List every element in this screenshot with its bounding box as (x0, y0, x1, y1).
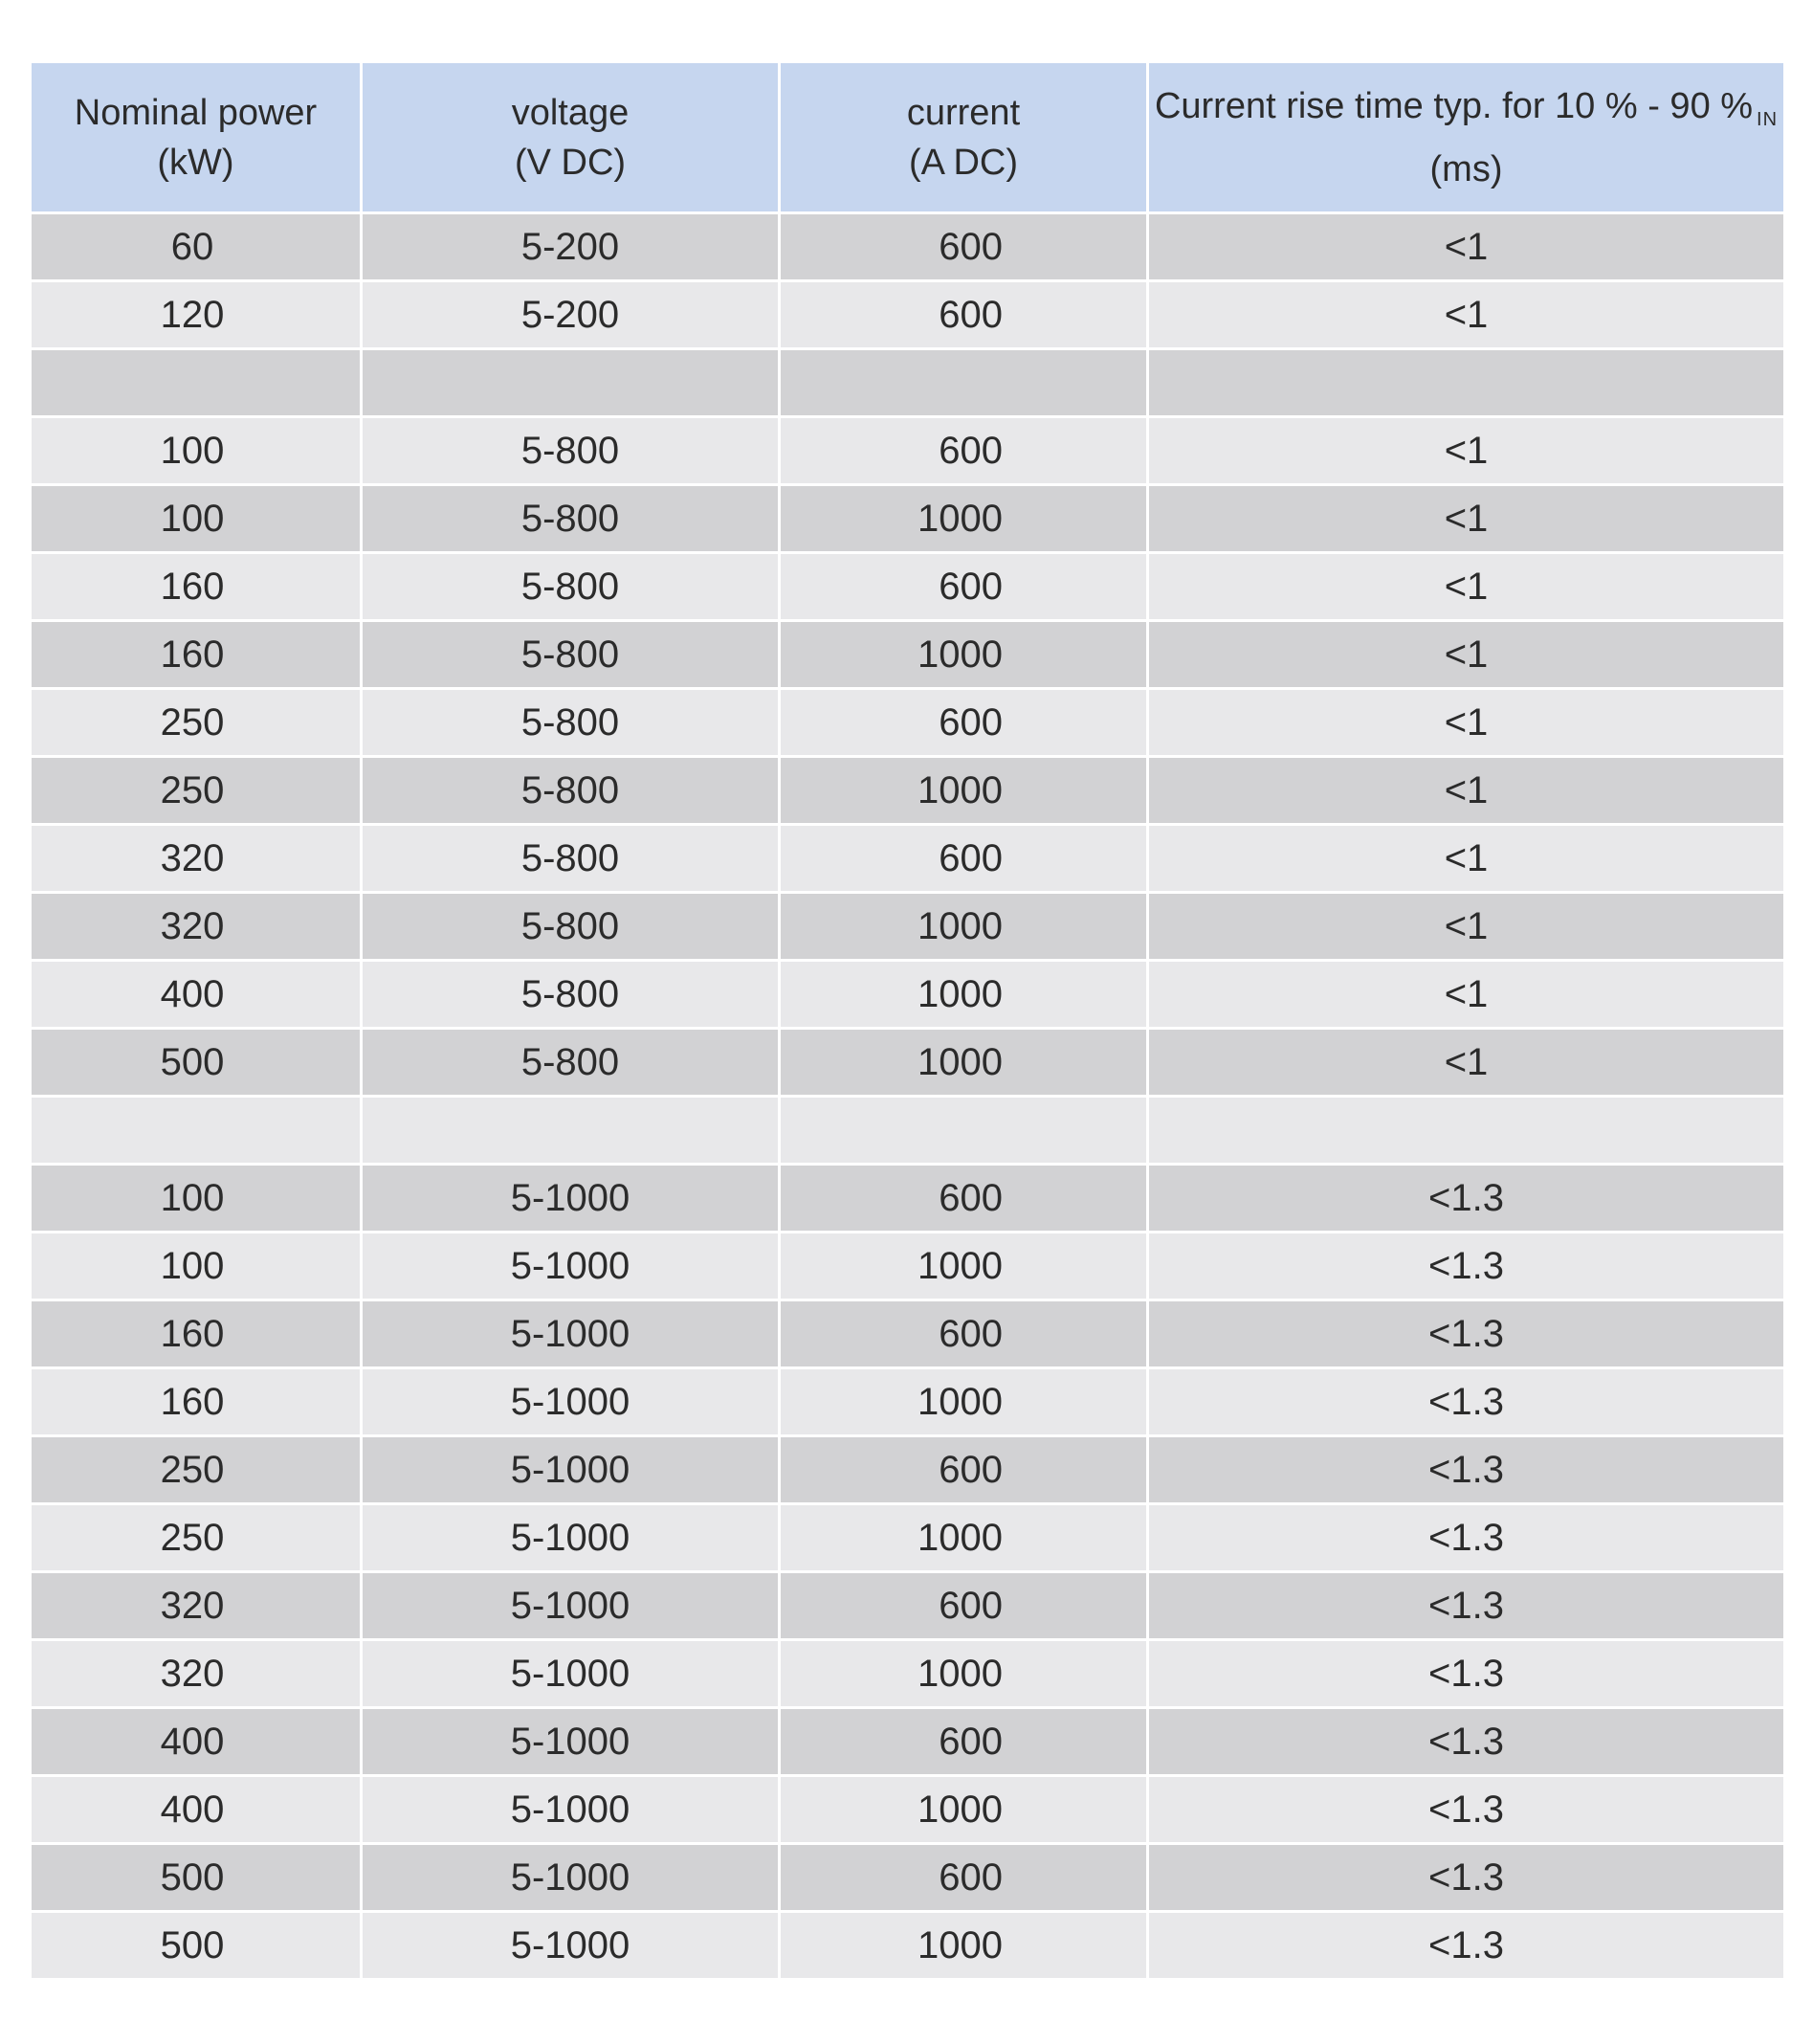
header-unit: (kW) (157, 142, 234, 183)
table-header (32, 63, 1783, 214)
table-row (32, 1913, 1783, 1981)
table-row (32, 554, 1783, 622)
rise-time-cell (1149, 1845, 1783, 1913)
cell-value: 5-800 (520, 633, 620, 676)
cell-value: <1.3 (1428, 1244, 1504, 1287)
cell-value: 60 (170, 225, 214, 268)
rise-time-cell (1149, 758, 1783, 826)
cell-value: 5-800 (520, 904, 620, 947)
voltage-cell (363, 1505, 781, 1573)
cell-value: 5-200 (520, 225, 620, 268)
cell-value: 600 (939, 1584, 1003, 1627)
table-row (32, 894, 1783, 962)
cell-value: 5-1000 (510, 1923, 630, 1966)
table-row (32, 826, 1783, 894)
cell-value: <1.3 (1428, 1380, 1504, 1423)
rise-time-cell (1149, 282, 1783, 350)
rise-time-cell (1149, 554, 1783, 622)
nominal-power-cell (32, 1030, 363, 1098)
cell-value: 5-800 (520, 565, 620, 608)
table-row (32, 1369, 1783, 1437)
cell-value: 1000 (918, 1040, 1003, 1083)
cell-value: 5-800 (520, 1040, 620, 1083)
current-cell (781, 214, 1149, 282)
rise-time-cell (1149, 1437, 1783, 1505)
table-row (32, 1166, 1783, 1233)
table-row (32, 622, 1783, 690)
cell-value: 100 (160, 497, 225, 540)
cell-value: 160 (160, 565, 225, 608)
voltage-cell (363, 1573, 781, 1641)
cell-value: 600 (939, 1720, 1003, 1763)
cell-value: 320 (160, 836, 225, 879)
rise-time-cell (1149, 894, 1783, 962)
cell-value: <1.3 (1428, 1788, 1504, 1831)
cell-value: 1000 (918, 633, 1003, 676)
cell-value: 250 (160, 1516, 225, 1559)
rise-time-cell (1149, 350, 1783, 418)
header-label: Current rise time typ. for 10 % - 90 % (1154, 85, 1754, 126)
rise-time-cell (1149, 1233, 1783, 1301)
voltage-cell (363, 350, 781, 418)
cell-value: <1 (1444, 633, 1489, 676)
rise-time-cell (1149, 1369, 1783, 1437)
cell-value: 1000 (918, 1516, 1003, 1559)
nominal-power-cell (32, 1573, 363, 1641)
cell-value: 1000 (918, 1244, 1003, 1287)
header-row (32, 63, 1783, 214)
table-row (32, 214, 1783, 282)
cell-value: 600 (939, 225, 1003, 268)
nominal-power-cell (32, 554, 363, 622)
current-cell (781, 1233, 1149, 1301)
cell-value: 1000 (918, 497, 1003, 540)
cell-value: 600 (939, 429, 1003, 472)
nominal-power-cell (32, 690, 363, 758)
current-cell (781, 622, 1149, 690)
cell-value: 5-200 (520, 293, 620, 336)
cell-value: 320 (160, 1584, 225, 1627)
cell-value: <1.3 (1428, 1720, 1504, 1763)
current-cell (781, 1369, 1149, 1437)
cell-value: <1 (1444, 293, 1489, 336)
table-row (32, 1777, 1783, 1845)
cell-value: 160 (160, 1312, 225, 1355)
voltage-cell (363, 622, 781, 690)
current-cell (781, 826, 1149, 894)
cell-value: <1.3 (1428, 1176, 1504, 1219)
nominal-power-cell (32, 282, 363, 350)
nominal-power-cell (32, 894, 363, 962)
cell-value: 5-800 (520, 497, 620, 540)
voltage-cell (363, 1845, 781, 1913)
cell-value: 500 (160, 1040, 225, 1083)
cell-value: 100 (160, 1176, 225, 1219)
rise-time-cell (1149, 1030, 1783, 1098)
current-cell (781, 690, 1149, 758)
header-rise-time (1149, 63, 1783, 214)
current-cell (781, 418, 1149, 486)
nominal-power-cell (32, 1641, 363, 1709)
cell-value: 5-1000 (510, 1584, 630, 1627)
rise-time-cell (1149, 622, 1783, 690)
nominal-power-cell (32, 1845, 363, 1913)
header-unit: (V DC) (514, 142, 627, 183)
table-row (32, 1233, 1783, 1301)
rise-time-cell (1149, 1709, 1783, 1777)
table-row (32, 486, 1783, 554)
cell-value: 320 (160, 904, 225, 947)
cell-value: 160 (160, 1380, 225, 1423)
rise-time-cell (1149, 418, 1783, 486)
current-cell (781, 1098, 1149, 1166)
table-row (32, 350, 1783, 418)
cell-value: 500 (160, 1923, 225, 1966)
cell-value: 1000 (918, 1788, 1003, 1831)
header-label: voltage (511, 92, 630, 133)
table-row (32, 1030, 1783, 1098)
cell-value: <1 (1444, 565, 1489, 608)
rise-time-cell (1149, 1641, 1783, 1709)
current-cell (781, 1030, 1149, 1098)
cell-value: 1000 (918, 904, 1003, 947)
cell-value: <1.3 (1428, 1448, 1504, 1491)
cell-value: <1.3 (1428, 1312, 1504, 1355)
current-cell (781, 894, 1149, 962)
cell-value: <1.3 (1428, 1584, 1504, 1627)
header-label-with-sub (1149, 81, 1783, 144)
cell-value: 600 (939, 1312, 1003, 1355)
nominal-power-cell (32, 418, 363, 486)
voltage-cell (363, 1030, 781, 1098)
cell-value: 250 (160, 1448, 225, 1491)
header-label: current (906, 92, 1021, 133)
table-row (32, 962, 1783, 1030)
voltage-cell (363, 826, 781, 894)
table-row (32, 690, 1783, 758)
rise-time-cell (1149, 214, 1783, 282)
cell-value: 5-1000 (510, 1788, 630, 1831)
cell-value: <1 (1444, 972, 1489, 1015)
table-row (32, 1301, 1783, 1369)
cell-value: 5-1000 (510, 1380, 630, 1423)
nominal-power-cell (32, 1505, 363, 1573)
current-cell (781, 1913, 1149, 1981)
voltage-cell (363, 690, 781, 758)
current-cell (781, 1709, 1149, 1777)
table-row (32, 758, 1783, 826)
nominal-power-cell (32, 1233, 363, 1301)
current-cell (781, 1437, 1149, 1505)
cell-value: 600 (939, 1855, 1003, 1899)
nominal-power-cell (32, 1098, 363, 1166)
voltage-cell (363, 1301, 781, 1369)
voltage-cell (363, 418, 781, 486)
voltage-cell (363, 1098, 781, 1166)
nominal-power-cell (32, 1166, 363, 1233)
nominal-power-cell (32, 350, 363, 418)
cell-value: <1 (1444, 429, 1489, 472)
cell-value: 1000 (918, 1652, 1003, 1695)
table-row (32, 1505, 1783, 1573)
header-subscript: IN (1757, 108, 1779, 130)
cell-value: 5-800 (520, 836, 620, 879)
rise-time-cell (1149, 1098, 1783, 1166)
voltage-cell (363, 1166, 781, 1233)
cell-value: 100 (160, 1244, 225, 1287)
cell-value: 400 (160, 1720, 225, 1763)
cell-value: <1 (1444, 1040, 1489, 1083)
current-cell (781, 1166, 1149, 1233)
cell-value: 160 (160, 633, 225, 676)
cell-value: 120 (160, 293, 225, 336)
rise-time-cell (1149, 690, 1783, 758)
cell-value: <1 (1444, 836, 1489, 879)
voltage-cell (363, 758, 781, 826)
nominal-power-cell (32, 1709, 363, 1777)
cell-value: 5-1000 (510, 1652, 630, 1695)
rise-time-cell (1149, 1301, 1783, 1369)
cell-value: 5-1000 (510, 1176, 630, 1219)
voltage-cell (363, 282, 781, 350)
current-cell (781, 1505, 1149, 1573)
cell-value: <1 (1444, 497, 1489, 540)
voltage-cell (363, 1233, 781, 1301)
cell-value: 600 (939, 1176, 1003, 1219)
table-row (32, 1845, 1783, 1913)
current-cell (781, 1845, 1149, 1913)
nominal-power-cell (32, 1777, 363, 1845)
cell-value: <1 (1444, 700, 1489, 744)
current-cell (781, 1777, 1149, 1845)
rise-time-cell (1149, 1573, 1783, 1641)
cell-value: 100 (160, 429, 225, 472)
nominal-power-cell (32, 1301, 363, 1369)
cell-value: 5-800 (520, 429, 620, 472)
cell-value: 1000 (918, 972, 1003, 1015)
nominal-power-cell (32, 1913, 363, 1981)
cell-value: 5-1000 (510, 1720, 630, 1763)
cell-value: 500 (160, 1855, 225, 1899)
voltage-cell (363, 1641, 781, 1709)
cell-value: 5-800 (520, 700, 620, 744)
header-unit: (ms) (1429, 148, 1503, 189)
table-row (32, 1641, 1783, 1709)
cell-value: 5-1000 (510, 1448, 630, 1491)
header-unit: (A DC) (909, 142, 1018, 183)
nominal-power-cell (32, 962, 363, 1030)
rise-time-cell (1149, 1505, 1783, 1573)
cell-value: <1 (1444, 225, 1489, 268)
voltage-cell (363, 1369, 781, 1437)
current-cell (781, 486, 1149, 554)
cell-value: 400 (160, 972, 225, 1015)
voltage-cell (363, 962, 781, 1030)
current-cell (781, 282, 1149, 350)
cell-value: 250 (160, 700, 225, 744)
rise-time-cell (1149, 962, 1783, 1030)
header-current (781, 63, 1149, 214)
nominal-power-cell (32, 1369, 363, 1437)
cell-value: 600 (939, 1448, 1003, 1491)
voltage-cell (363, 1709, 781, 1777)
voltage-cell (363, 1777, 781, 1845)
header-nominal-power (32, 63, 363, 214)
cell-value: 320 (160, 1652, 225, 1695)
cell-value: 1000 (918, 768, 1003, 811)
cell-value: 1000 (918, 1380, 1003, 1423)
voltage-cell (363, 554, 781, 622)
current-cell (781, 1301, 1149, 1369)
rise-time-cell (1149, 826, 1783, 894)
cell-value: <1.3 (1428, 1923, 1504, 1966)
cell-value: <1.3 (1428, 1855, 1504, 1899)
nominal-power-cell (32, 758, 363, 826)
header-voltage (363, 63, 781, 214)
cell-value: <1.3 (1428, 1516, 1504, 1559)
cell-value: 5-800 (520, 768, 620, 811)
header-label: Nominal power (74, 92, 318, 133)
nominal-power-cell (32, 486, 363, 554)
current-cell (781, 350, 1149, 418)
table-row (32, 1098, 1783, 1166)
rise-time-cell (1149, 1166, 1783, 1233)
specs-table-container (32, 63, 1783, 1981)
cell-value: 5-1000 (510, 1855, 630, 1899)
voltage-cell (363, 1913, 781, 1981)
cell-value: 600 (939, 565, 1003, 608)
current-cell (781, 962, 1149, 1030)
cell-value: 250 (160, 768, 225, 811)
rise-time-cell (1149, 486, 1783, 554)
current-cell (781, 1573, 1149, 1641)
voltage-cell (363, 1437, 781, 1505)
cell-value: <1 (1444, 768, 1489, 811)
cell-value: 600 (939, 836, 1003, 879)
nominal-power-cell (32, 214, 363, 282)
cell-value: 5-1000 (510, 1516, 630, 1559)
cell-value: 5-1000 (510, 1312, 630, 1355)
cell-value: <1 (1444, 904, 1489, 947)
table-row (32, 418, 1783, 486)
cell-value: 5-1000 (510, 1244, 630, 1287)
cell-value: 5-800 (520, 972, 620, 1015)
nominal-power-cell (32, 1437, 363, 1505)
cell-value: 600 (939, 293, 1003, 336)
table-row (32, 1709, 1783, 1777)
voltage-cell (363, 486, 781, 554)
rise-time-cell (1149, 1913, 1783, 1981)
cell-value: 1000 (918, 1923, 1003, 1966)
voltage-cell (363, 894, 781, 962)
current-cell (781, 554, 1149, 622)
current-cell (781, 1641, 1149, 1709)
table-row (32, 282, 1783, 350)
voltage-cell (363, 214, 781, 282)
cell-value: 600 (939, 700, 1003, 744)
cell-value: <1.3 (1428, 1652, 1504, 1695)
current-cell (781, 758, 1149, 826)
table-row (32, 1573, 1783, 1641)
table-body (32, 214, 1783, 1981)
cell-value: 400 (160, 1788, 225, 1831)
nominal-power-cell (32, 826, 363, 894)
rise-time-cell (1149, 1777, 1783, 1845)
specs-table (32, 63, 1783, 1981)
nominal-power-cell (32, 622, 363, 690)
table-row (32, 1437, 1783, 1505)
